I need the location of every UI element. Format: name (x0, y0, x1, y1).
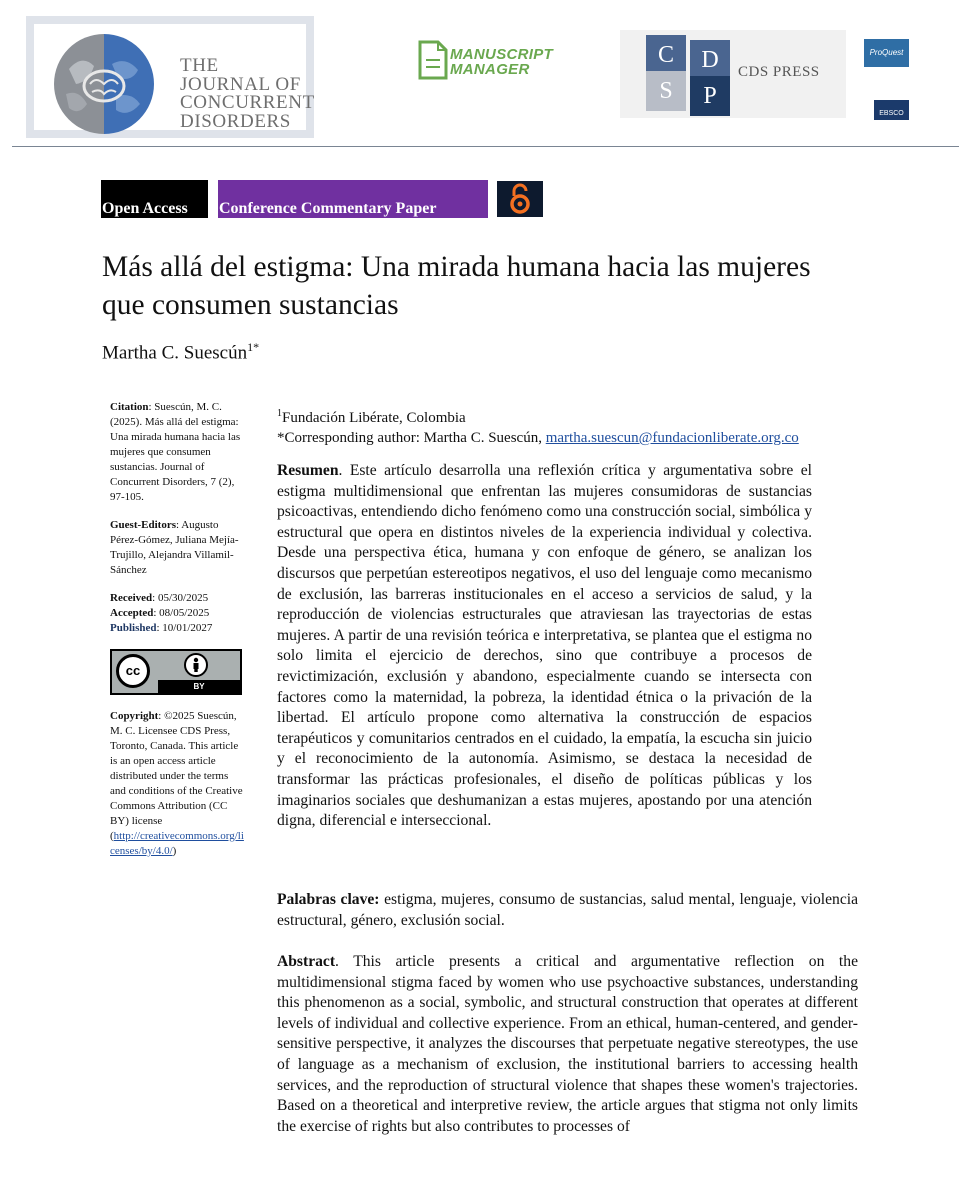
attribution-person-icon (184, 653, 208, 677)
header-divider (12, 146, 959, 147)
cdsp-tile-d: D (690, 40, 730, 80)
cc-icon: cc (116, 654, 150, 688)
resumen-paragraph (277, 461, 812, 832)
manuscript-manager-text: MANUSCRIPT MANAGER (450, 46, 553, 78)
dates (110, 591, 246, 636)
keywords-text: estigma, mujeres, consumo de sustancias, salud mental, lenguaje, violencia estructural, género, exclusión social. (277, 891, 858, 929)
received-date: Received: 05/30/2025 (110, 592, 209, 604)
keywords-label: Palabras clave: (277, 891, 380, 908)
open-access-badge: Open Access (101, 180, 208, 218)
affiliation: $^1$Fundación Libérate, Colombia (277, 408, 466, 426)
cds-press-label: CDS PRESS (738, 64, 820, 80)
proquest-logo: ProQuest (864, 39, 909, 67)
ebsco-logo: EBSCO (874, 100, 909, 120)
license-link[interactable]: http://creativecommons.org/licenses/by/4.0/ (110, 830, 244, 857)
resumen-text: . Este artículo desarrolla una reflexión crítica y argumentativa sobre el estigma multidimensional que enfrentan las mujeres consumidoras de sustancias psicoactivas, entendiendo dicho fenómeno como una construcción social, simbólica y estructural que opera en distintos niveles de la experiencia individual y colectiva. Desde una perspectiva ética, humana y con enfoque de género, se analizan los discursos que perpetúan estereotipos negativos, el uso del lenguaje como mecanismo de exclusión, las barreras institucionales en el acceso a servicios de salud, y la reproducción de violencias estructurales que atraviesan las trayectorias de estas mujeres. A partir de una revisión teórica e interpretativa, se plantea que el estigma no solo limita el ejercicio de derechos, sino que contribuye a procesos de revictimización, exclusión y abandono, especialmente cuando se intersecta con factores como la maternidad, la pobreza, la identidad étnica o la privación de la libertad. El artículo propone como alternativa la construcción de espacios terapéuticos y comunitarios centrados en el cuidado, la empatía, la escucha sin juicio y el reconocimiento de la autonomía. Asimismo, se destaca la necesidad de transformar las prácticas profesionales, el diseño de políticas públicas y los imaginarios sociales que deshumanizan a estas mujeres, apostando por una atención digna, diferencial e interseccional. (277, 462, 812, 830)
author-line (102, 340, 259, 364)
by-label: BY (158, 680, 240, 693)
corresponding-author: *Corresponding author: Martha C. Suescún, martha.suescun@fundacionliberate.org.co (277, 430, 799, 446)
author-affiliation-marker: 1* (247, 340, 260, 354)
abstract-text: . This article presents a critical and argumentative reflection on the multidimensional stigma faced by women who use psychoactive substances, understanding this phenomenon as a social, symbolic, and structural construction that operates at different levels of individual and collective experience. From an ethical, human-centered, and gender-sensitive perspective, it analyzes the discourses that perpetuate negative stereotypes, the use of language as a mechanism of exclusion, the institutional barriers to accessing health services, and the reproduction of structural violence that shapes these women's trajectories. Based on a theoretical and interpretive review, the article argues that stigma not only limits the exercise of rights but also contributes to processes of (277, 953, 858, 1135)
resumen-label: Resumen (277, 462, 339, 479)
accepted-date: Accepted: 08/05/2025 (110, 607, 210, 619)
article-title: Más allá del estigma: Una mirada humana hacia las mujeres que consumen sustancias (102, 251, 811, 321)
author-email-link[interactable]: martha.suescun@fundacionliberate.org.co (545, 430, 799, 446)
cdsp-tile-c: C (646, 35, 686, 75)
copyright: Copyright: ©2025 Suescún, M. C. Licensee CDS Press, Toronto, Canada. This article is an open access article distributed under the terms and conditions of the Creative Commons Attribution (CC BY) license (http://creativecommons.org/licenses/by/4.0/) (110, 710, 244, 857)
journal-name: THE JOURNAL OF CONCURRENT DISORDERS (180, 55, 315, 132)
cc-by-license-badge[interactable] (110, 649, 242, 695)
journal-logo (26, 16, 314, 138)
cdsp-tile-s: S (646, 71, 686, 111)
cdsp-tile-p: P (690, 76, 730, 116)
published-date: Published: 10/01/2027 (110, 622, 213, 634)
article-info-sidebar (110, 400, 246, 872)
author-name: Martha C. Suescún (102, 342, 248, 364)
abstract-label: Abstract (277, 953, 336, 970)
guest-editors: Guest-Editors: Augusto Pérez-Gómez, Juliana Mejía-Trujillo, Alejandra Villamil-Sánchez (110, 519, 239, 576)
document-icon (418, 40, 448, 80)
article-type-badge: Conference Commentary Paper (218, 180, 488, 218)
open-access-lock-icon (497, 181, 543, 217)
abstract-paragraph (277, 952, 858, 1137)
affiliation-block (277, 404, 799, 448)
globe-brain-icon (54, 34, 154, 134)
manuscript-manager-logo (418, 38, 553, 84)
keywords-paragraph (277, 890, 858, 931)
citation: Citation: Suescún, M. C. (2025). Más allá del estigma: Una mirada humana hacia las mujeres que consumen sustancias. Journal of Concurrent Disorders, 7 (2), 97-105. (110, 401, 241, 503)
